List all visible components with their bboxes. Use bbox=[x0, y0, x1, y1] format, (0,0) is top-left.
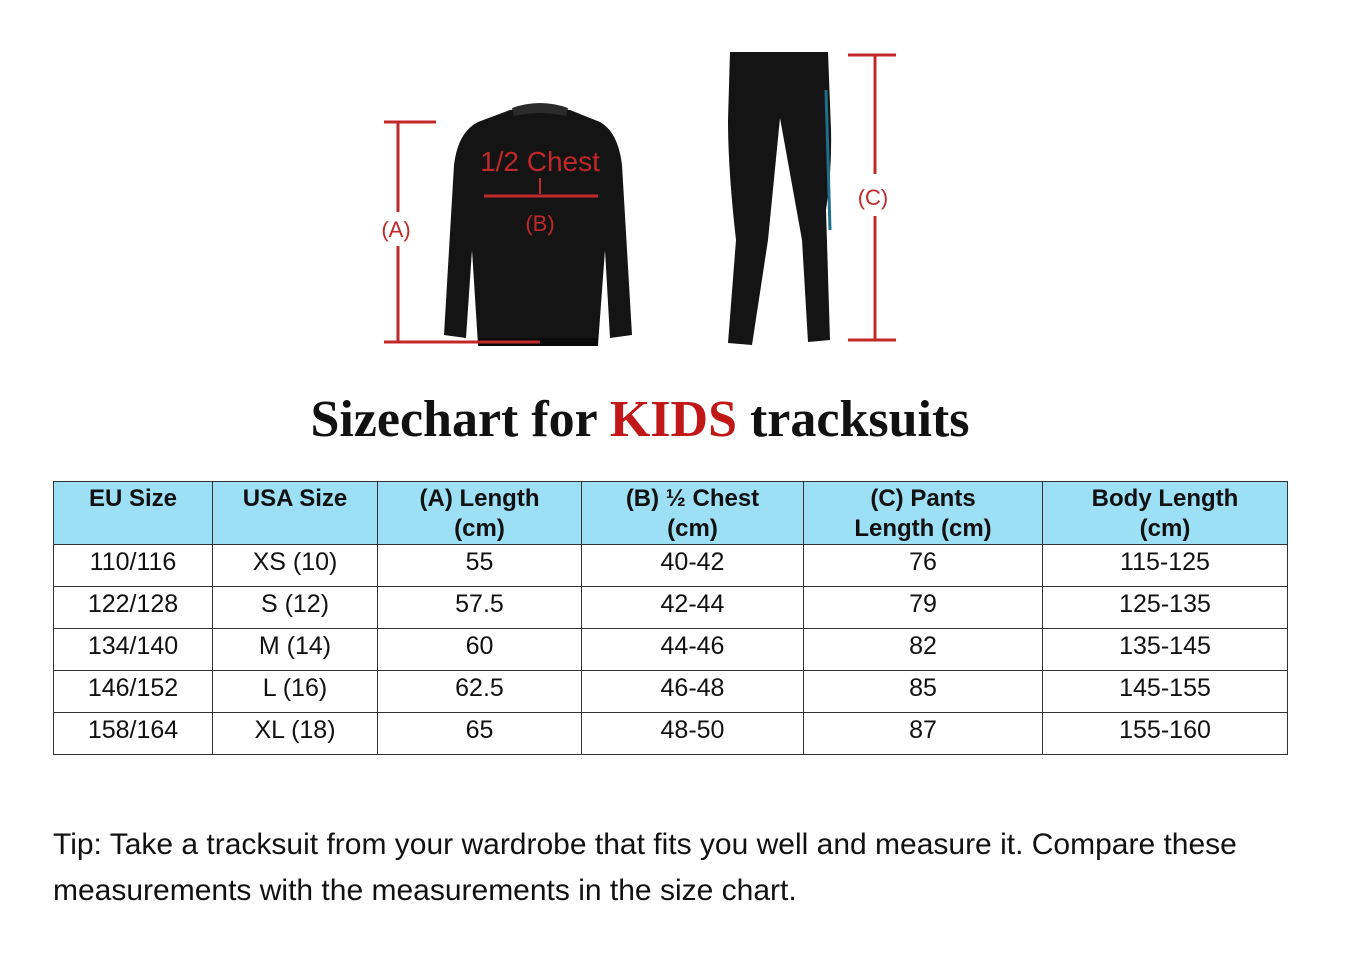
cell-a-length: 60 bbox=[378, 629, 582, 671]
cell-c-pants: 87 bbox=[804, 713, 1043, 755]
cell-c-pants: 85 bbox=[804, 671, 1043, 713]
cell-c-pants: 76 bbox=[804, 545, 1043, 587]
cell-a-length: 55 bbox=[378, 545, 582, 587]
cell-body-length: 145-155 bbox=[1043, 671, 1288, 713]
cell-b-chest: 42-44 bbox=[582, 587, 804, 629]
pants-illustration bbox=[728, 52, 831, 345]
cell-eu-size: 158/164 bbox=[54, 713, 213, 755]
header-eu-size: EU Size bbox=[54, 482, 213, 545]
cell-usa-size: XS (10) bbox=[213, 545, 378, 587]
a-label: (A) bbox=[381, 217, 411, 242]
header-c-pants-length: (C) Pants Length (cm) bbox=[804, 482, 1043, 545]
header-usa-size: USA Size bbox=[213, 482, 378, 545]
table-row bbox=[54, 545, 1288, 587]
cell-body-length: 155-160 bbox=[1043, 713, 1288, 755]
table-header-row bbox=[54, 482, 1288, 545]
cell-eu-size: 110/116 bbox=[54, 545, 213, 587]
cell-usa-size: M (14) bbox=[213, 629, 378, 671]
cell-usa-size: S (12) bbox=[213, 587, 378, 629]
cell-eu-size: 122/128 bbox=[54, 587, 213, 629]
table-row bbox=[54, 587, 1288, 629]
tracksuit-measurement-diagram bbox=[0, 0, 1347, 375]
cell-a-length: 57.5 bbox=[378, 587, 582, 629]
table-row bbox=[54, 713, 1288, 755]
size-chart-table bbox=[53, 481, 1288, 755]
cell-usa-size: XL (18) bbox=[213, 713, 378, 755]
cell-eu-size: 134/140 bbox=[54, 629, 213, 671]
title-suffix: tracksuits bbox=[749, 391, 970, 448]
cell-body-length: 135-145 bbox=[1043, 629, 1288, 671]
cell-a-length: 62.5 bbox=[378, 671, 582, 713]
cell-usa-size: L (16) bbox=[213, 671, 378, 713]
table-row bbox=[54, 671, 1288, 713]
b-label: (B) bbox=[525, 211, 555, 236]
pants-body bbox=[728, 52, 831, 345]
cell-b-chest: 44-46 bbox=[582, 629, 804, 671]
title-highlight: KIDS bbox=[609, 391, 737, 448]
cell-c-pants: 82 bbox=[804, 629, 1043, 671]
c-label: (C) bbox=[857, 185, 889, 210]
cell-b-chest: 48-50 bbox=[582, 713, 804, 755]
title-prefix: Sizechart for bbox=[310, 391, 597, 448]
cell-b-chest: 46-48 bbox=[582, 671, 804, 713]
cell-eu-size: 146/152 bbox=[54, 671, 213, 713]
cell-body-length: 125-135 bbox=[1043, 587, 1288, 629]
header-body-length: Body Length (cm) bbox=[1043, 482, 1288, 545]
cell-a-length: 65 bbox=[378, 713, 582, 755]
header-b-half-chest: (B) ½ Chest (cm) bbox=[582, 482, 804, 545]
measurement-tip: Tip: Take a tracksuit from your wardrobe that fits you well and measure it. Compare these measurements with the measurements in the size chart. bbox=[53, 828, 1237, 907]
cell-body-length: 115-125 bbox=[1043, 545, 1288, 587]
table-row bbox=[54, 629, 1288, 671]
cell-b-chest: 40-42 bbox=[582, 545, 804, 587]
chest-label: 1/2 Chest bbox=[480, 146, 600, 177]
page-title bbox=[0, 388, 1280, 452]
cell-c-pants: 79 bbox=[804, 587, 1043, 629]
header-a-length: (A) Length (cm) bbox=[378, 482, 582, 545]
